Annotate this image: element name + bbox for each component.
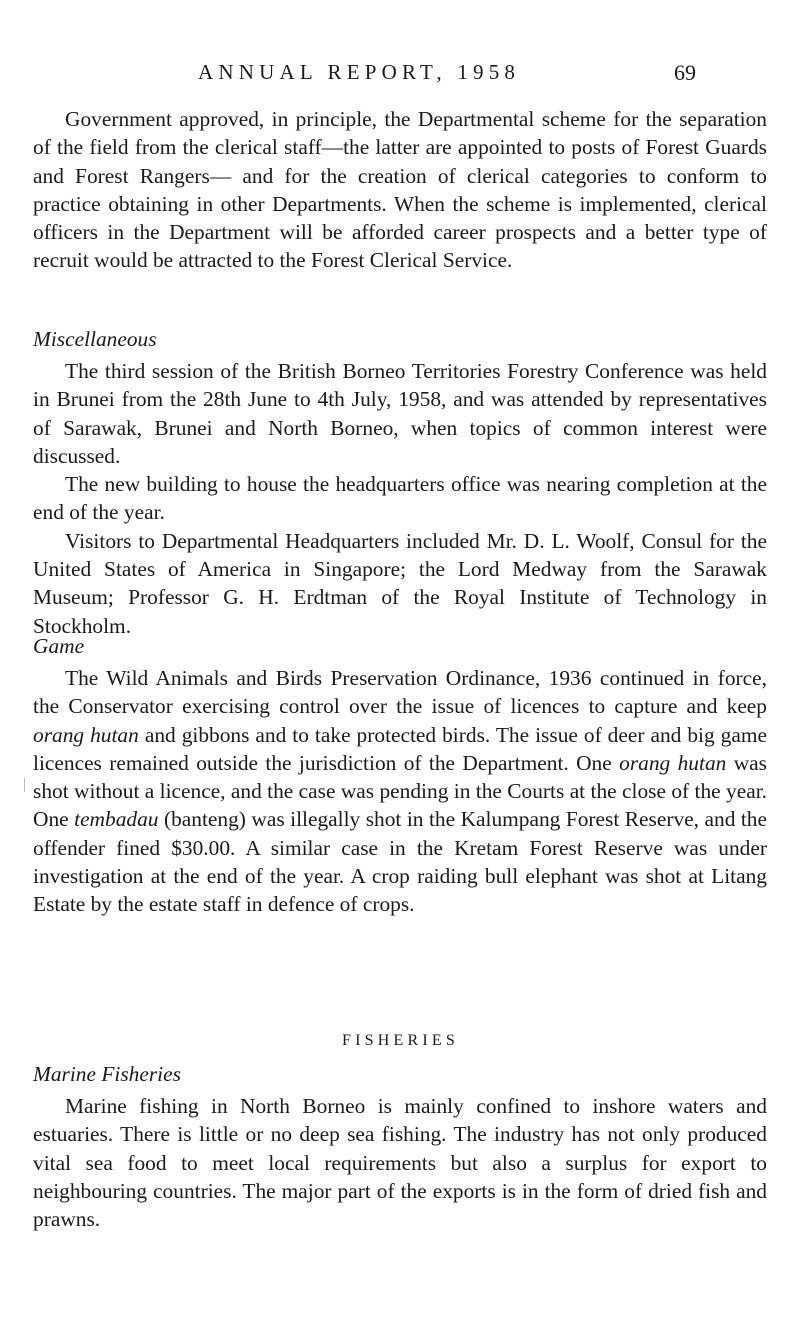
game-text-1: The Wild Animals and Birds Preservation Ordinance, 1936 continued in force, the Conservator exercising control over the issue of licences to capture and keep	[33, 666, 767, 719]
miscellaneous-paragraph-conference: The third session of the British Borneo Territories Forestry Conference was held in Brunei from the 28th June to 4th July, 1958, and was attended by representatives of Sarawak, Brunei and North Borneo, when topics of common interest were discussed.	[33, 359, 767, 468]
fisheries-section	[33, 1092, 767, 1233]
game-text-3: was shot without a licence, and the case was pending in the Courts at the close of the year. One	[33, 750, 767, 832]
page-number: 69	[674, 60, 696, 85]
miscellaneous-paragraph-building: The new building to house the headquarters office was nearing completion at the end of the year.	[33, 472, 767, 525]
game-heading: Game	[33, 634, 85, 658]
marine-fisheries-heading: Marine Fisheries	[33, 1062, 181, 1086]
intro-section	[33, 105, 767, 275]
fisheries-section-title: FISHERIES	[342, 1032, 459, 1049]
running-header	[0, 60, 801, 90]
term-orang-hutan-2: orang hutan	[619, 750, 727, 775]
miscellaneous-section	[33, 357, 767, 640]
game-text-2: and gibbons and to take protected birds. The issue of deer and big game licences remained outside the jurisdiction of the Department. One	[33, 722, 767, 775]
miscellaneous-paragraph-visitors: Visitors to Departmental Headquarters included Mr. D. L. Woolf, Consul for the United States of America in Singapore; the Lord Medway from the Sarawak Museum; Professor G. H. Erdtman of the Royal Institute of Technology in Stockholm.	[33, 528, 767, 638]
game-paragraph	[33, 664, 767, 919]
running-title: ANNUAL REPORT, 1958	[198, 60, 521, 84]
miscellaneous-heading: Miscellaneous	[33, 327, 157, 351]
margin-mark	[24, 778, 25, 792]
term-orang-hutan-1: orang hutan	[33, 722, 139, 747]
game-text-4: (banteng) was illegally shot in the Kalumpang Forest Reserve, and the offender fined $30.00. A similar case in the Kretam Forest Reserve was under investigation at the end of the year. A crop raiding bull elephant was shot at Litang Estate by the estate staff in defence of crops.	[33, 807, 767, 917]
term-tembadau: tembadau	[74, 807, 159, 832]
fisheries-paragraph: Marine fishing in North Borneo is mainly confined to inshore waters and estuaries. There is little or no deep sea fishing. The industry has not only produced vital sea food to meet local requirements but also a surplus for export to neighbouring countries. The major part of the exports is in the form of dried fish and prawns.	[33, 1094, 767, 1232]
intro-paragraph: Government approved, in principle, the Departmental scheme for the separation of the field from the clerical staff—the latter are appointed to posts of Forest Guards and Forest Rangers— and for the creation of clerical categories to conform to practice obtaining in other Departments. When the scheme is implemented, clerical officers in the Department will be afforded career prospects and a better type of recruit would be attracted to the Forest Clerical Service.	[33, 107, 767, 273]
game-section	[33, 664, 767, 919]
